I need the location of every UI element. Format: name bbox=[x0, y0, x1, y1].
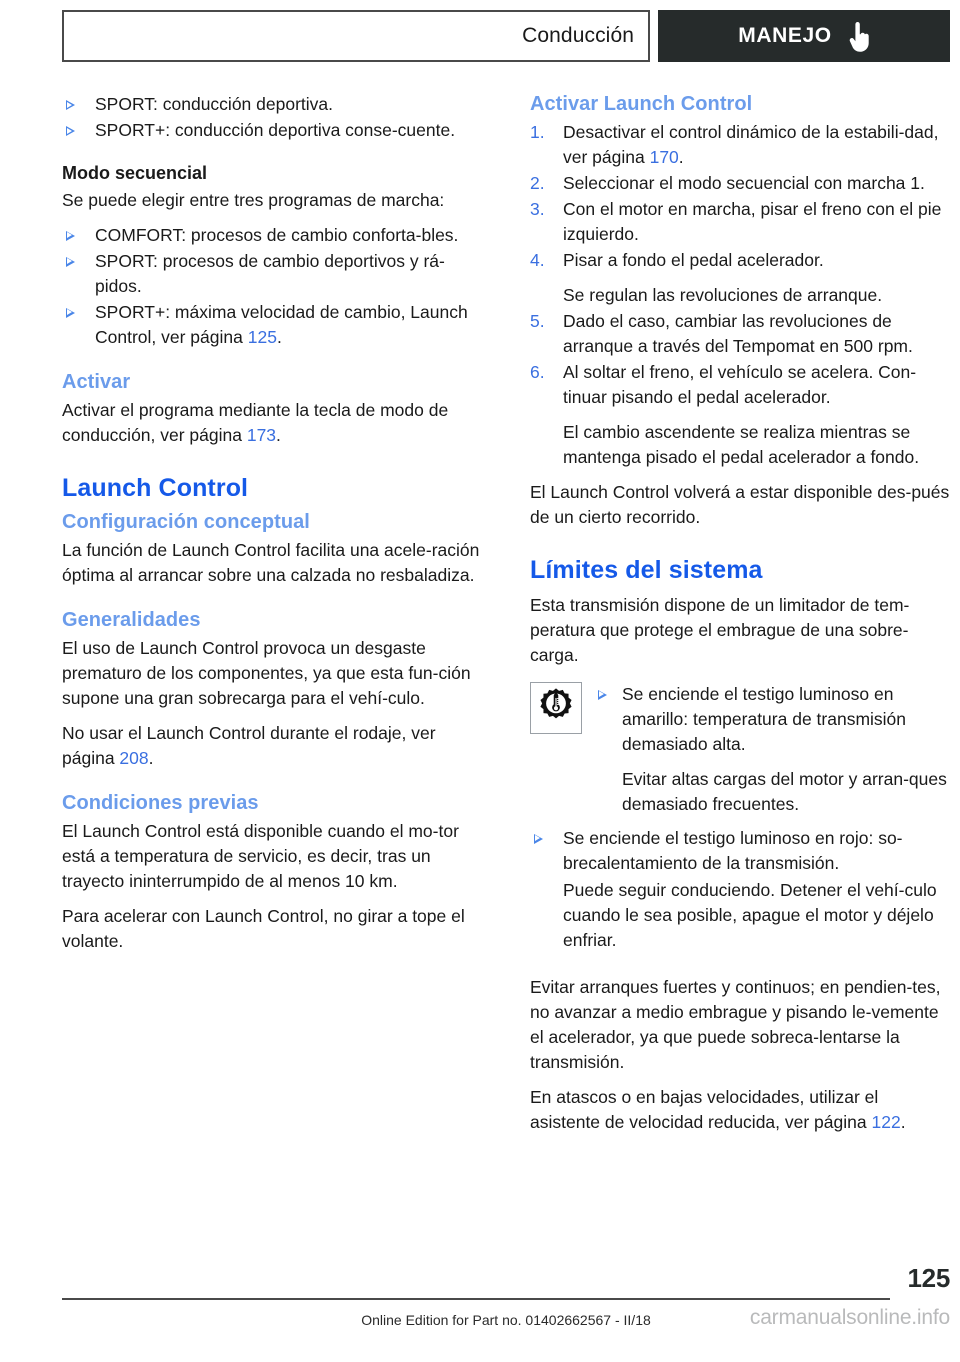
limites-paragraph-after: Evitar arranques fuertes y continuos; en pendien-tes, no avanzar a medio embrague y pisando le-vemente el acelerador, ya que puede sobreca-lentarse la transmisión. bbox=[530, 976, 941, 1072]
chapter-name: Conducción bbox=[522, 24, 634, 47]
step-number: 4. bbox=[530, 250, 545, 270]
step-text: Pisar a fondo el pedal acelerador. bbox=[563, 250, 824, 270]
step-number: 3. bbox=[530, 199, 545, 219]
page-reference[interactable]: 170 bbox=[649, 147, 679, 167]
heading-condiciones-previas: Condiciones previas bbox=[62, 792, 259, 815]
list-item bbox=[594, 682, 950, 757]
activar-lc-steps-continued bbox=[530, 309, 950, 410]
generalidades-text-end: . bbox=[148, 748, 154, 769]
activar-text: Activar el programa mediante la tecla de modo de conducción, ver página bbox=[62, 399, 449, 445]
generalidades-paragraph-1: El uso de Launch Control provoca un desgaste prematuro de los componentes, ya que esta fun-ción supone una gran sobrecarga para el vehí-culo. bbox=[62, 638, 471, 709]
page-header bbox=[62, 10, 950, 62]
chapter-tab bbox=[62, 10, 650, 62]
step-number: 6. bbox=[530, 362, 545, 382]
triangle-bullet-icon bbox=[66, 126, 75, 136]
triangle-bullet-icon bbox=[598, 690, 607, 700]
limites-intro: Esta transmisión dispone de un limitador de tem-peratura que protege el embrague de una sobre-carga. bbox=[530, 594, 910, 665]
condiciones-paragraph-2: Para acelerar con Launch Control, no girar a tope el volante. bbox=[62, 906, 465, 952]
activar-lc-closing: El Launch Control volverá a estar disponible des-pués de un cierto recorrido. bbox=[530, 482, 950, 527]
section-tab bbox=[658, 10, 950, 62]
heading-activar: Activar bbox=[62, 370, 131, 393]
activar-lc-steps bbox=[530, 120, 950, 273]
step-text: Al soltar el freno, el vehículo se acelera. Con-tinuar pisando el pedal acelerador. bbox=[563, 362, 917, 407]
heading-limites-del-sistema: Límites del sistema bbox=[530, 556, 763, 584]
modo-secuencial-bullet-list bbox=[62, 223, 482, 350]
list-item bbox=[530, 360, 950, 410]
heading-generalidades: Generalidades bbox=[62, 609, 201, 632]
step-note-after-4: Se regulan las revoluciones de arranque. bbox=[563, 285, 883, 305]
triangle-bullet-icon bbox=[534, 834, 543, 844]
page-reference[interactable]: 122 bbox=[871, 1111, 901, 1132]
heading-launch-control: Launch Control bbox=[62, 473, 249, 502]
step-text: Desactivar el control dinámico de la estabili-dad, ver página bbox=[563, 122, 939, 167]
heading-modo-secuencial: Modo secuencial bbox=[62, 163, 208, 183]
triangle-bullet-icon bbox=[66, 257, 75, 267]
warning-icon-text bbox=[594, 682, 950, 818]
limites-paragraph-last bbox=[530, 1085, 950, 1135]
footer-divider bbox=[62, 1298, 890, 1300]
limites-bullet-list-2 bbox=[530, 826, 950, 876]
step-number: 1. bbox=[530, 122, 545, 142]
list-item bbox=[62, 118, 482, 143]
configuracion-paragraph: La función de Launch Control facilita una acele-ración óptima al arrancar sobre una calzada no resbaladiza. bbox=[62, 540, 480, 586]
list-item-text: SPORT: procesos de cambio deportivos y rá-pidos. bbox=[95, 250, 445, 296]
page-reference[interactable]: 125 bbox=[247, 326, 277, 347]
step-note-after-6: El cambio ascendente se realiza mientras se mantenga pisado el pedal acelerador a fondo. bbox=[563, 422, 920, 467]
list-item bbox=[530, 309, 950, 359]
step-text: Con el motor en marcha, pisar el freno con el pie izquierdo. bbox=[563, 199, 942, 244]
page-body bbox=[62, 92, 950, 1145]
list-item-text: SPORT+: máxima velocidad de cambio, Launch Control, ver página bbox=[95, 301, 468, 347]
list-item bbox=[62, 300, 482, 350]
list-item-text: SPORT: conducción deportiva. bbox=[95, 94, 334, 114]
icon-frame bbox=[530, 682, 582, 734]
page-number: 125 bbox=[907, 1263, 950, 1293]
left-column bbox=[62, 92, 482, 1145]
pointing-hand-icon bbox=[846, 22, 870, 52]
list-item-text: Se enciende el testigo luminoso en amarillo: temperatura de transmisión demasiado alta. bbox=[622, 683, 907, 754]
intro-bullet-list bbox=[62, 92, 482, 143]
footer-note: Online Edition for Part no. 01402662567 - II/18 bbox=[361, 1312, 651, 1328]
heading-configuracion-conceptual: Configuración conceptual bbox=[62, 511, 310, 534]
activar-text-end: . bbox=[276, 424, 281, 445]
modo-secuencial-intro: Se puede elegir entre tres programas de marcha: bbox=[62, 189, 445, 210]
list-item bbox=[530, 248, 950, 273]
list-item-text: COMFORT: procesos de cambio conforta-bles. bbox=[95, 224, 459, 245]
list-item bbox=[62, 223, 482, 248]
list-item-text: Se enciende el testigo luminoso en rojo: so-brecalentamiento de la transmisión. bbox=[563, 827, 903, 873]
page-reference[interactable]: 173 bbox=[246, 424, 277, 445]
generalidades-paragraph-2 bbox=[62, 721, 482, 771]
limites-text-end: . bbox=[900, 1111, 906, 1132]
step-number: 5. bbox=[530, 311, 545, 331]
list-item bbox=[530, 171, 950, 196]
step-text: Seleccionar el modo secuencial con marcha 1. bbox=[563, 173, 925, 193]
step-number: 2. bbox=[530, 173, 545, 193]
warning-icon-block bbox=[530, 682, 950, 818]
page-reference[interactable]: 208 bbox=[119, 748, 149, 769]
triangle-bullet-icon bbox=[66, 308, 75, 318]
limites-text: En atascos o en bajas velocidades, utilizar el asistente de velocidad reducida, ver página bbox=[530, 1086, 879, 1132]
right-column bbox=[530, 92, 950, 1145]
list-item-text: SPORT+: conducción deportiva conse-cuente. bbox=[95, 120, 456, 140]
transmission-temperature-warning-icon bbox=[537, 686, 575, 729]
watermark: carmanualsonline.info bbox=[749, 1306, 950, 1329]
step-text-end: . bbox=[678, 147, 684, 167]
list-item bbox=[530, 197, 950, 247]
generalidades-text: No usar el Launch Control durante el rodaje, ver página bbox=[62, 723, 436, 769]
limites-icon-bullet-list bbox=[594, 682, 950, 757]
limites-icon-note: Evitar altas cargas del motor y arran-ques demasiado frecuentes. bbox=[622, 768, 947, 814]
list-item bbox=[530, 120, 950, 170]
triangle-bullet-icon bbox=[66, 100, 75, 110]
heading-activar-launch-control: Activar Launch Control bbox=[530, 93, 753, 115]
list-item bbox=[62, 92, 482, 117]
section-name: MANEJO bbox=[738, 24, 832, 47]
triangle-bullet-icon bbox=[66, 231, 75, 241]
limites-bullet-2-note: Puede seguir conduciendo. Detener el vehí-culo cuando le sea posible, apague el motor y déjelo enfriar. bbox=[563, 879, 937, 950]
condiciones-paragraph-1: El Launch Control está disponible cuando el mo-tor está a temperatura de servicio, es decir, tras un trayecto ininterrumpido de al menos 10 km. bbox=[62, 821, 459, 892]
list-item bbox=[62, 249, 482, 299]
list-item-text-end: . bbox=[276, 326, 282, 347]
step-text: Dado el caso, cambiar las revoluciones de arranque a través del Tempomat en 500 rpm. bbox=[563, 311, 913, 356]
activar-paragraph bbox=[62, 398, 482, 448]
list-item bbox=[530, 826, 950, 876]
